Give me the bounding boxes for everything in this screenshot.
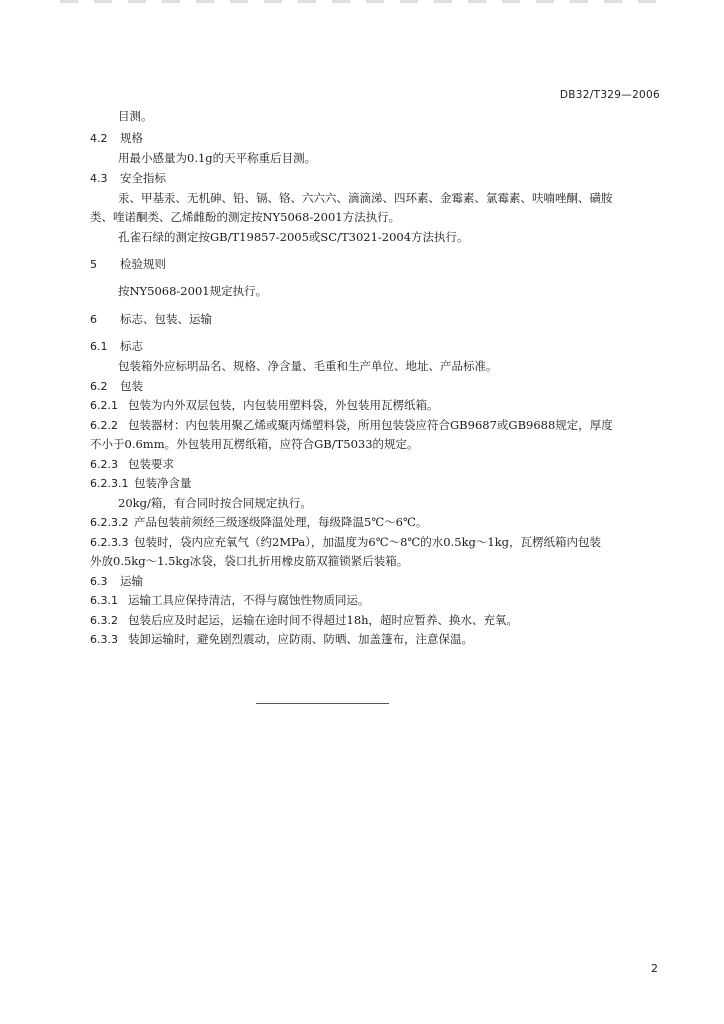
paragraph-line: 外放0.5kg～1.5kg冰袋，袋口扎折用橡皮筋双箍锁紧后装箱。: [90, 554, 409, 568]
section-4-3-heading: [90, 170, 166, 187]
section-title: 标志、包装、运输: [120, 312, 212, 326]
clause-text: 包装时，袋内应充氧气（约2MPa），加温度为6℃～8℃的水0.5kg～1kg，瓦楞纸箱内包装: [134, 535, 602, 549]
section-6-1-heading: [90, 338, 143, 355]
clause-number: 6.2.1: [90, 399, 118, 412]
section-6-3-heading: [90, 573, 143, 590]
clause-6-3-2: [90, 612, 518, 629]
clause-number: 6.2.3.3: [90, 536, 129, 549]
standard-code-header: DB32/T329—2006: [559, 89, 660, 101]
paragraph-line: 类、喹诺酮类、乙烯雌酚的测定按NY5068-2001方法执行。: [90, 210, 401, 224]
section-5-heading: [90, 256, 166, 273]
clause-text: 包装后应及时起运，运输在途时间不得超过18h，超时应暂养、换水、充氧。: [128, 613, 519, 627]
clause-title: 包装要求: [128, 457, 174, 471]
section-number: 6.1: [90, 340, 108, 353]
clause-6-2-1: [90, 397, 439, 414]
clause-6-2-2: [90, 417, 613, 434]
section-number: 6.2: [90, 380, 108, 393]
scan-artifact-top: [60, 0, 660, 3]
section-title: 安全指标: [120, 171, 166, 185]
clause-6-2-3-3: [90, 534, 601, 551]
clause-number: 6.2.2: [90, 419, 118, 432]
clause-text: 包装器材：内包装用聚乙烯或聚丙烯塑料袋，所用包装袋应符合GB9687或GB9688规定，厚度: [128, 418, 613, 432]
clause-number: 6.3.1: [90, 594, 118, 607]
paragraph-line: 按NY5068-2001规定执行。: [118, 284, 268, 298]
section-number: 5: [90, 258, 97, 271]
clause-6-2-3-1-heading: [90, 475, 192, 492]
clause-number: 6.2.3: [90, 458, 118, 471]
clause-number: 6.3.2: [90, 614, 118, 627]
clause-text: 装卸运输时，避免剧烈震动，应防雨、防晒、加盖篷布，注意保温。: [128, 632, 473, 646]
clause-title: 包装净含量: [134, 476, 192, 490]
paragraph-line: 不小于0.6mm。外包装用瓦楞纸箱，应符合GB/T5033的规定。: [90, 437, 419, 451]
clause-number: 6.2.3.1: [90, 477, 129, 490]
section-number: 6.3: [90, 575, 108, 588]
section-title: 运输: [120, 574, 143, 588]
clause-number: 6.2.3.2: [90, 516, 129, 529]
paragraph-line: 20kg/箱，有合同时按合同规定执行。: [118, 496, 312, 510]
section-4-2-heading: [90, 130, 143, 147]
section-number: 4.3: [90, 172, 108, 185]
section-title: 规格: [120, 131, 143, 145]
paragraph-line: 孔雀石绿的测定按GB/T19857-2005或SC/T3021-2004方法执行。: [118, 230, 469, 244]
section-6-2-heading: [90, 378, 143, 395]
clause-text: 运输工具应保持清洁，不得与腐蚀性物质同运。: [128, 593, 370, 607]
paragraph-line: 包装箱外应标明品名、规格、净含量、毛重和生产单位、地址、产品标准。: [118, 359, 498, 373]
clause-6-2-3-2: [90, 514, 427, 531]
clause-6-3-3: [90, 631, 473, 648]
paragraph-line: 用最小感量为0.1g的天平称重后目测。: [118, 151, 317, 165]
section-6-heading: [90, 311, 212, 328]
page-number: 2: [651, 962, 658, 975]
paragraph-line: 汞、甲基汞、无机砷、铅、镉、铬、六六六、滴滴涕、四环素、金霉素、氯霉素、呋喃唑酮、磺胺: [118, 191, 613, 205]
end-separator-line: [256, 703, 389, 704]
section-title: 检验规则: [120, 257, 166, 271]
section-title: 包装: [120, 379, 143, 393]
clause-number: 6.3.3: [90, 633, 118, 646]
section-number: 6: [90, 313, 97, 326]
section-title: 标志: [120, 339, 143, 353]
section-number: 4.2: [90, 132, 108, 145]
clause-6-2-3-heading: [90, 456, 174, 473]
clause-text: 包装为内外双层包装，内包装用塑料袋，外包装用瓦楞纸箱。: [128, 398, 439, 412]
clause-6-3-1: [90, 592, 370, 609]
continuation-line: 目测。: [118, 109, 153, 123]
clause-text: 产品包装前须经三级逐级降温处理，每级降温5℃～6℃。: [134, 515, 428, 529]
